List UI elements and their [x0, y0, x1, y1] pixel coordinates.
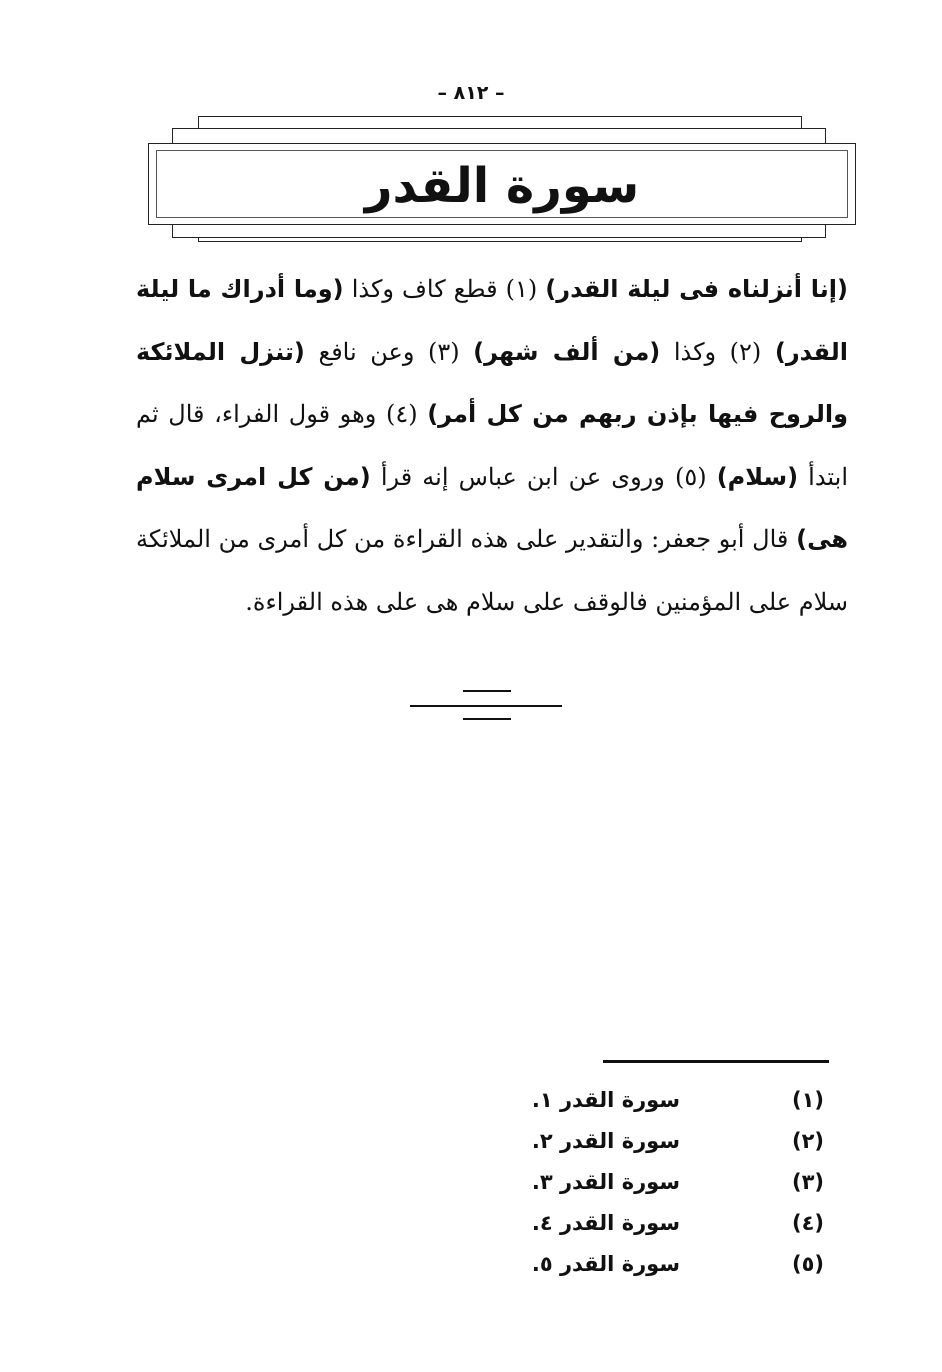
footnote-text: سورة القدر ٣. [531, 1170, 680, 1194]
footnote-rule [603, 1060, 829, 1063]
separator-line-top [463, 690, 511, 692]
footnote-number: (٣) [791, 1170, 825, 1194]
footnote-3 [500, 1170, 830, 1210]
commentary-text: (٢) وكذا [660, 337, 775, 366]
quran-quote: (وما أدراك ما ليلة القدر) [136, 275, 849, 366]
commentary-text: (٤) وهو قول الفراء، قال ثم ابتدأ [136, 400, 849, 491]
quran-quote: (من ألف شهر) [473, 337, 661, 366]
footnote-number: (١) [791, 1088, 825, 1112]
footnote-text: سورة القدر ٥. [531, 1252, 680, 1276]
commentary-text: قال أبو جعفر: والتقدير على هذه القراءة من كل أمرى من الملائكة سلام على المؤمنين فالوقف على سلام هى على هذه القراءة. [136, 525, 848, 616]
footnote-text: سورة القدر ٢. [531, 1129, 680, 1153]
body-paragraph [136, 258, 848, 633]
separator-line-middle [410, 705, 562, 707]
quran-quote: (سلام) [716, 462, 799, 491]
quran-quote: (تنزل الملائكة والروح فيها بإذن ربهم من كل أمر) [136, 337, 849, 428]
commentary-text: (٣) وعن نافع [304, 337, 474, 366]
footnote-1 [500, 1088, 830, 1128]
surah-title: سورة القدر [364, 158, 640, 214]
page-number: – ٨١٢ – [437, 82, 505, 104]
footnote-4 [500, 1211, 830, 1251]
footnote-number: (٢) [791, 1129, 825, 1153]
quran-quote: (من كل امرى سلام هى) [136, 462, 848, 553]
footnote-5 [500, 1252, 830, 1292]
quran-quote: (إنا أنزلناه فى ليلة القدر) [545, 275, 849, 303]
body-text [136, 258, 848, 633]
footnote-2 [500, 1129, 830, 1169]
commentary-text: (١) قطع كاف وكذا [343, 275, 546, 303]
commentary-text: (٥) وروى عن ابن عباس إنه قرأ [370, 462, 717, 491]
footnote-number: (٥) [791, 1252, 825, 1276]
footnote-text: سورة القدر ٤. [531, 1211, 680, 1235]
footnote-number: (٤) [791, 1211, 825, 1235]
separator-line-bottom [463, 718, 511, 720]
footnote-text: سورة القدر ١. [531, 1088, 680, 1112]
